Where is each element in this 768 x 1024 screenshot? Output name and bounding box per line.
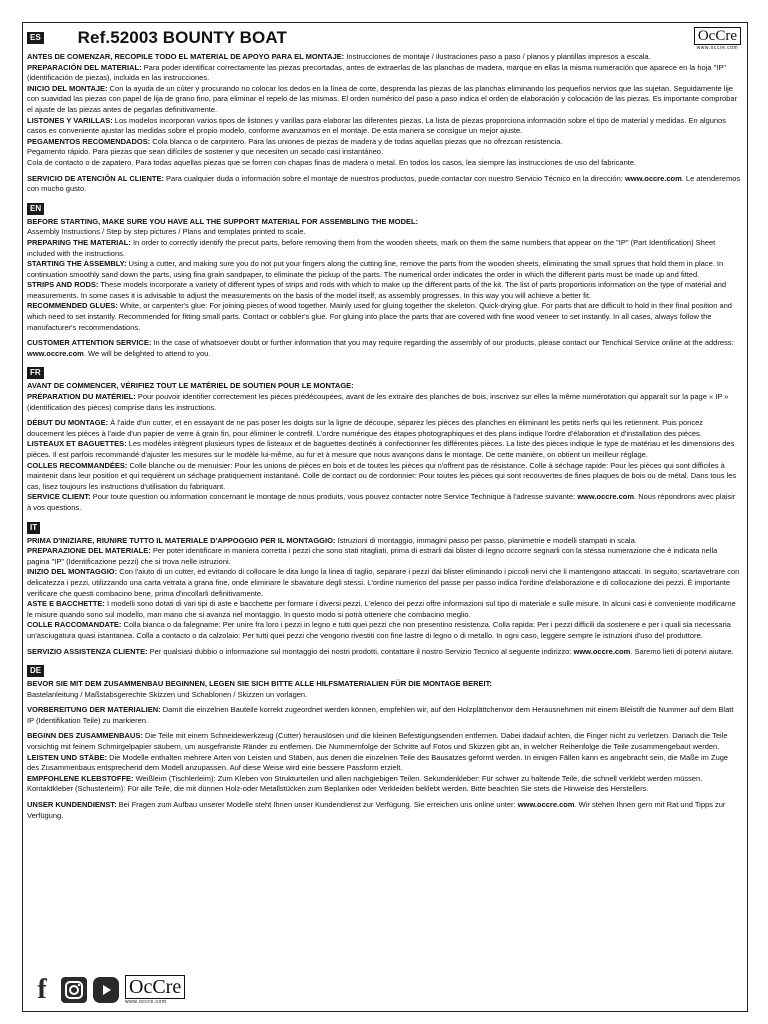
logo-text: OcCre [694,27,741,45]
paragraph [27,259,741,280]
paragraph [27,381,741,392]
paragraph-heading: BEVOR SIE MIT DEM ZUSAMMENBAU BEGINNEN, LEGEN SIE SICH BITTE ALLE HILFSMATERIALIEN FÜR DIE MONTAGE BEREIT: [27,679,492,689]
paragraph-text: Con l'aiuto di un cutter, ed evitando di collocare le dita lungo la linea di taglio, separare i pezzi dai blister eliminando i piccoli nervi che li mantengono attaccati. In seguito, scartavetrare con delicatezza i pezzi, utilizzando una carta vetrata a grana fine, onde eliminare le sbavature degli stessi. L'ordine numerico del passe per passo indica l'ordine d'elaborazione e di collocazione dei pezzi. È importante verificare che questi combacino bene, prima d'incollarli definitivamente. [27,567,740,598]
paragraph-text: . Le atenderemos con mucho gusto. [27,173,741,194]
paragraph [27,546,741,567]
paragraph [27,338,741,359]
paragraph-heading: PRÉPARATION DU MATÉRIEL: [27,392,136,402]
paragraph [27,774,741,795]
paragraph-heading: EMPFOHLENE KLEBSTOFFE: [27,773,134,783]
paragraph [27,690,741,701]
paragraph-heading: LISTONES Y VARILLAS: [27,115,113,125]
paragraph-heading: RECOMMENDED GLUES: [27,301,118,311]
paragraph [27,536,741,547]
paragraph [27,647,741,658]
paragraph-text: I modelli sono dotati di vari tipi di aste e bacchette per formare i diversi pezzi. L'elenco dei pezzi offre informazioni sul tipo di materiale e sulle misure. In alcuni casi è conveniente modificarne le misure quando sono sul modello, man mano che si avanza nel montaggio. In questo modo si potrà ottenere che combacino meglio. [27,599,736,619]
website-link[interactable]: www.occre.com [573,646,631,656]
paragraph-text: Using a cutter, and making sure you do not put your fingers along the cutting line, remove the parts from the wooden sheets, eliminating the small sprues that hold them in place. In continuation smoothly sand down the parts, using fina grain sandpaper, to eliminate the pickup of the parts. The numerical order indicates the order in which the different parts must be made up and fitted. [27,259,724,279]
paragraph [27,84,741,116]
website-link[interactable]: www.occre.com [27,348,84,358]
paragraph [27,227,741,238]
page-title: Ref.52003 BOUNTY BOAT [77,28,287,47]
paragraph-heading: STRIPS AND RODS: [27,280,99,290]
instruction-sheet [22,22,748,1012]
paragraph-heading: PREPARAZIONE DEL MATERIALE: [27,546,151,556]
paragraph [27,461,741,493]
youtube-icon[interactable] [93,977,119,1003]
paragraph [27,392,741,413]
website-link[interactable]: www.occre.com [624,173,682,183]
lang-tag: IT [27,522,40,534]
paragraph-text: Para cualquier duda o información sobre el montaje de nuestros productos, puede contactar con nuestro Servicio Técnico en la dirección: [163,173,625,183]
lang-tag: ES [27,32,44,44]
paragraph-heading: COLLES RECOMMANDÉES: [27,460,128,470]
paragraph-text: . Wir stehen Ihnen gern mit Rat und Tipps zur Verfügung. [27,800,726,820]
paragraph-text: Colle blanche ou de menuisier: Pour les unions de pièces en bois et de toutes les pièces qui n'offrent pas de résistance. Colle à séchage rapide: Pour les pièces qui sont difficiles à maintenir dans leur position et qui requièrent un séchage pratiquement instantané. Colle de contact ou de cordonnier: Pour toutes les pièces qui sont recouvertes de fines plaques de bois ou de métal. Dans tous les cas, lisez toujours les instructions d'utilisation du fabriquant. [27,460,737,491]
paragraph-text: Per poter identificare in maniera corretta i pezzi che sono stati ritagliati, prima di estrarli dai blister di legno occorre segnarli con la stessa numerazione che è indicata nella pagina "IP" (Identificazione pezzi) che si trova nelle istruzioni. [27,546,718,566]
paragraph-text: À l'aide d'un cutter, et en essayant de ne pas poser les doigts sur la ligne de découpe, séparez les pièces des planches en éliminant les petits nerfs qui les retiennent. Puis poncez doucement les pièces à l'aide d'un papier de verre à grain fin, pour éliminer le contrefil. L'ordre numérique des étapes photographiques et des plans indique l'ordre d'élaboration et d'installation des pièces. [27,418,704,438]
paragraph [27,147,741,158]
paragraph-heading: SERVICE CLIENT: [27,492,91,502]
paragraph-text: Con la ayuda de un cúter y procurando no colocar los dedos en la línea de corte, desprenda las piezas de las planchas eliminando los pequeños nervios que las sujetan. Seguidamente lije con suavidad las piezas con papel de lija de grano fino, para eliminar el repelo de las mismas. El orden numérico del paso a paso indica el orden de elaboración y colocación de las piezas. Es importante comprobar el ajuste de las piezas antes de pegarlas definitivamente. [27,83,737,114]
paragraph-text: Para poder identificar correctamente las piezas precortadas, antes de extraerlas de las planchas de madera, marque en ellas la misma numeración que aparece en la hoja "IP" (identificación de piezas), incluida en las instrucciones. [27,62,726,83]
paragraph [27,753,741,774]
paragraph-text: Colla bianca o da falegname: Per unire fra loro i pezzi in legno e tutti quei pezzi che non presentino resistenza. Colla rapida: Per i pezzi difficili da sostenere e per i quali sia necessaria un'asciugatura quasi istantanea. Colla a contacto o da calzolaio: Per tutti quei pezzi che vengono rivestiti con fine lastre di legno o di metallo. In ogni caso, leggere sempre le istruzioni d'uso del produttore. [27,620,731,640]
paragraph-heading: COLLE RACCOMANDATE: [27,620,122,630]
paragraph [27,620,741,641]
paragraph [27,174,741,195]
footer-logo [125,975,185,1005]
paragraph [27,599,741,620]
paragraph-text: Bastelanleitung / Maßstabsgerechte Skizzen und Schablonen / Skizzen un vorlagen. [27,689,308,699]
paragraph-text: . Nous répondrons avec plaisir à vos questions. [27,492,736,512]
lang-tag: FR [27,367,44,379]
paragraph-heading: LISTEAUX ET BAGUETTES: [27,439,127,449]
instagram-icon[interactable] [61,977,87,1003]
paragraph-heading: UNSER KUNDENDIENST: [27,800,117,810]
paragraph [27,52,741,63]
paragraph-heading: DÉBUT DU MONTAGE: [27,418,109,428]
paragraph-heading: AVANT DE COMMENCER, VÉRIFIEZ TOUT LE MATÉRIEL DE SOUTIEN POUR LE MONTAGE: [27,381,354,391]
sections [27,52,741,821]
paragraph-text: Istruzioni di montaggio, immagini passo per passo, planimetrie e modelli stampati in scala. [335,535,637,545]
paragraph-text: Pour pouvoir identifier correctement les pièces prédécoupées, avant de les extraire des planches de bois, inscrivez sur elles la même numérotation qui apparaît sur la page « IP » (identification des pièces) comprise dans les instructions. [27,392,729,412]
paragraph-heading: INICIO DEL MONTAJE: [27,83,108,93]
paragraph-heading: SERVIZIO ASSISTENZA CLIENTE: [27,646,148,656]
paragraph-text: Weißleim (Tischlerleim): Zum Kleben von Strukturteilen und allen nachgiebigen Teilen. Sekundenkleber: Für schwer zu haltende Teile, die schnell verklebt werden müssen. Kontaktkleber (Schusterleim): Für alle Teile, die mit dünnen Holz-oder Metallstücken zum Beplanken oder Verkleiden beklebt werden. Bitte beachten Sie stets die Hinweise des Herstellers. [27,773,703,794]
paragraph-text: Pour toute question ou information concernant le montage de nous produits, vous pouvez contacter notre Service Technique à l'adresse suivante: [90,492,578,502]
website-link[interactable]: www.occre.com [577,492,635,502]
paragraph-heading: LEISTEN UND STÄBE: [27,752,108,762]
paragraph-heading: CUSTOMER ATTENTION SERVICE: [27,338,152,348]
paragraph-text: Les modèles intègrent plusieurs types de listeaux et de baguettes destinés à confectionner les différentes pièces. La liste des pièces indique le type de matériau et les dimensions des pièces. Il est parfois recommandé d'ajuster les mesures sur le modèle lui-même, au fur et à mesure que nous avançons dans le montage. De cette manière, on obtient un meilleur réglage. [27,439,735,459]
paragraph [27,217,741,228]
paragraph-heading: ANTES DE COMENZAR, RECOPILE TODO EL MATERIAL DE APOYO PARA EL MONTAJE: [27,52,345,61]
paragraph [27,492,741,513]
paragraph [27,567,741,599]
paragraph [27,158,741,169]
paragraph-text: White, or carpenter's glue: For joining pieces of wood together. Mainly used for gluing together the skeleton. Quick-drying glue. For parts that are difficult to hold in their final position and which need to set instantly. Recommended for fitting small parts. Contact or cobbler's glue. For gluing into place the parts that are covered with fine wood veneer to set instantly. In all cases, always follow the manufacturer's recommendations. [27,301,732,332]
paragraph-heading: BEGINN DES ZUSAMMENBAUS: [27,731,143,741]
paragraph-text: Pegamento rápido. Para piezas que sean difíciles de sostener y que necesiten un secado casi instantáneo. [27,147,384,157]
paragraph-text: Los modelos incorporan varios tipos de listones y varillas para elaborar las diferentes piezas. La lista de piezas proporciona información sobre el tipo de material y medidas. En algunos casos es conveniente ajustar las medidas sobre el propio modelo, conforme avanzamos en el montaje. De esta manera se consigue un mejor ajuste. [27,115,726,136]
section-it [27,517,741,658]
paragraph-text: Cola blanca o de carpintero. Para las uniones de piezas de madera y de todas aquellas piezas que no ofrezcan resistencia. [150,136,563,146]
paragraph-text: Die Teile mit einem Schneidewerkzeug (Cutter) herauslösen und die kleinen Befestigungsenden entfernen. Dabei dadauf achten, die Finger nicht zu verletzen. Danach die Teile vorsichtig mit feinem Schmirgelpapier säubern, um ausgefranste Ränder zu entfernen. Die Nummernfolge der Schritte auf Fotos und Skizzen gibt an, in welcher Reihenfolge die Teile zusammengebaut werden. [27,731,728,752]
logo-url: www.occre.com [696,45,739,51]
paragraph [27,238,741,259]
section-de [27,660,741,821]
paragraph [27,705,741,726]
paragraph [27,301,741,333]
paragraph-heading: PREPARACIÓN DEL MATERIAL: [27,62,142,72]
website-link[interactable]: www.occre.com [517,800,575,810]
section-fr [27,362,741,513]
paragraph-text: Per qualsiasi dubbio o informazione sul montaggio dei nostri prodotti, contattare il nostro Servizio Tecnico al seguente indirizzo: [147,646,574,656]
paragraph-text: In order to correctly identify the precut parts, before removing them from the wooden sheets, mark on them the same numbers that appear on the "IP" (Part Identification) Sheet included with the instructions. [27,237,716,258]
paragraph [27,439,741,460]
paragraph-text: Damit die einzelnen Bauteile korrekt zugeordnet werden können, empfehlen wir, auf den Holzplättchenvor dem Herausnehmen mit einem Bleistift die Nummer auf dem Blatt IP (Identifikation Teile) zu markieren. [27,705,734,725]
section-es [27,52,741,195]
paragraph [27,137,741,148]
paragraph-text: Instrucciones de montaje / ilustraciones paso a paso / planos y plantillas impresos a escala. [344,52,651,61]
facebook-icon[interactable]: f [37,974,47,1005]
paragraph [27,418,741,439]
header [27,27,741,49]
paragraph-heading: BEFORE STARTING, MAKE SURE YOU HAVE ALL THE SUPPORT MATERIAL FOR ASSEMBLING THE MODEL: [27,216,419,226]
paragraph-heading: ASTE E BACCHETTE: [27,599,105,609]
paragraph-heading: VORBEREITUNG DER MATERIALIEN: [27,705,161,715]
paragraph-heading: PRIMA D'INIZIARE, RIUNIRE TUTTO IL MATERIALE D'APPOGGIO PER IL MONTAGGIO: [27,535,336,545]
paragraph-text: Assembly Instructions / Step by step pictures / Plans and templates printed to scale. [27,227,306,237]
lang-tag: EN [27,203,44,215]
paragraph-text: In the case of whatsoever doubt or further information that you may require regarding the assembly of our products, please contact our Tenchical Service online at the address: [151,338,734,348]
section-en [27,198,741,360]
paragraph [27,280,741,301]
paragraph [27,800,741,821]
footer [29,975,185,1005]
paragraph-heading: PREPARING THE MATERIAL: [27,237,131,247]
paragraph-heading: PEGAMENTOS RECOMENDADOS: [27,136,151,146]
paragraph [27,731,741,752]
paragraph-heading: SERVICIO DE ATENCIÓN AL CLIENTE: [27,173,164,183]
paragraph-text: . Saremo lieti di potervi aiutare. [630,646,734,656]
paragraph [27,116,741,137]
paragraph-text: Bei Fragen zum Aufbau unserer Modelle steht Ihnen unser Kundendienst zur Verfügung. Sie erreichen uns online unter: [116,800,518,810]
paragraph-heading: INIZIO DEL MONTAGGIO: [27,567,118,577]
paragraph-text: These models incorporate a variety of different types of strips and rods with which to make up the different parts of the kit. The list of parts proportions information on the type of material and measurements. In some cases it is advisable to adjust the measurements on the basis of the model itself, as assembly progresses. In this way you will achieve a better fit. [27,280,727,300]
paragraph [27,679,741,690]
paragraph-text: Cola de contacto o de zapatero. Para todas aquellas piezas que se forren con chapas finas de madera o metal. En todos los casos, lea siempre las instrucciones de uso del fabricante. [27,157,637,167]
footer-logo-url: www.occre.com [125,999,167,1005]
paragraph-text: . We will be delighted to attend to you. [83,348,211,358]
paragraph [27,63,741,84]
paragraph-text: Die Modelle enthalten mehrere Arten von Leisten und Stäben, aus denen die einzelnen Teile des Bausatzes geformt werden. In einigen Fällen kann es angebracht sein, die Maße im Zuge des Zusammenbaus entsprechend dem Modell anzupassen. Auf diese Weise wird eine bessere Passform erzielt. [27,752,729,773]
lang-tag: DE [27,665,44,677]
brand-logo [694,27,741,51]
footer-logo-text: OcCre [125,975,185,999]
paragraph-heading: STARTING THE ASSEMBLY: [27,259,127,269]
